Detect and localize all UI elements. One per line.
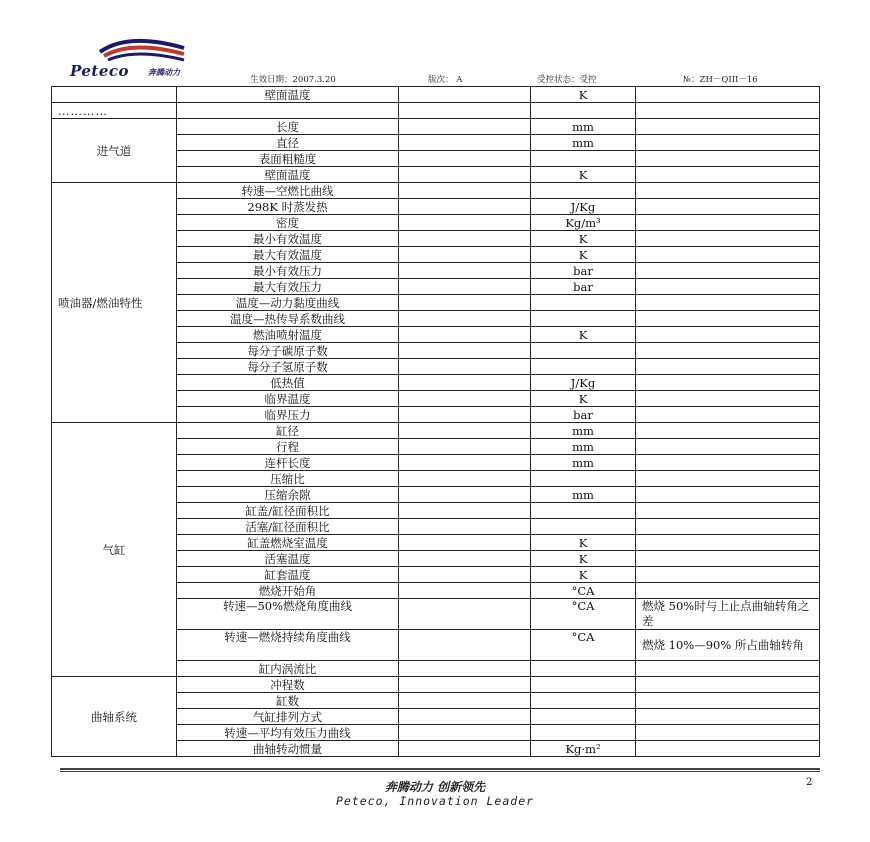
value-cell — [399, 183, 531, 199]
parameter-name-cell: 临界温度 — [177, 391, 399, 407]
note-cell — [636, 677, 820, 693]
value-cell — [399, 391, 531, 407]
unit-cell — [531, 661, 636, 677]
value-cell — [399, 135, 531, 151]
peteco-logo — [70, 34, 210, 80]
note-cell — [636, 423, 820, 439]
parameter-name-cell: 压缩余隙 — [177, 487, 399, 503]
unit-cell: bar — [531, 279, 636, 295]
value-cell — [399, 630, 531, 661]
unit-cell — [531, 103, 636, 119]
note-cell — [636, 567, 820, 583]
parameter-name-cell: 临界压力 — [177, 407, 399, 423]
note-cell — [636, 359, 820, 375]
parameter-name-cell: 长度 — [177, 119, 399, 135]
unit-cell — [531, 677, 636, 693]
category-cell: 喷油器/燃油特性 — [52, 183, 177, 423]
footer-rule — [60, 768, 820, 770]
note-cell — [636, 375, 820, 391]
unit-cell: J/Kg — [531, 375, 636, 391]
parameter-name-cell: 转速—50%燃烧角度曲线 — [177, 599, 399, 630]
value-cell — [399, 487, 531, 503]
value-cell — [399, 103, 531, 119]
unit-cell: mm — [531, 455, 636, 471]
note-cell — [636, 247, 820, 263]
unit-cell: K — [531, 327, 636, 343]
footer-slogan-cn: 奔腾动力 创新领先 — [384, 780, 486, 794]
category-cell: 气缸 — [52, 423, 177, 677]
value-cell — [399, 375, 531, 391]
unit-cell — [531, 311, 636, 327]
table-row — [52, 103, 820, 119]
unit-cell: K — [531, 231, 636, 247]
unit-cell — [531, 503, 636, 519]
parameter-name-cell: 最小有效压力 — [177, 263, 399, 279]
value-cell — [399, 519, 531, 535]
parameter-name-cell: 活塞/缸径面积比 — [177, 519, 399, 535]
unit-cell: bar — [531, 263, 636, 279]
unit-cell — [531, 693, 636, 709]
note-cell — [636, 311, 820, 327]
note-cell — [636, 693, 820, 709]
unit-cell: bar — [531, 407, 636, 423]
parameter-name-cell: 气缸排列方式 — [177, 709, 399, 725]
note-cell — [636, 199, 820, 215]
parameter-name-cell: 温度—热传导系数曲线 — [177, 311, 399, 327]
parameter-name-cell: 行程 — [177, 439, 399, 455]
category-cell: 曲轴系统 — [52, 677, 177, 757]
note-cell — [636, 343, 820, 359]
value-cell — [399, 311, 531, 327]
note-cell — [636, 263, 820, 279]
parameter-name-cell: 最大有效温度 — [177, 247, 399, 263]
value-cell — [399, 119, 531, 135]
parameter-name-cell: 低热值 — [177, 375, 399, 391]
logo-subtitle: 奔腾动力 — [148, 67, 180, 77]
document-number: №：ZH－QIII－16 — [683, 75, 758, 85]
unit-cell: mm — [531, 135, 636, 151]
note-cell — [636, 503, 820, 519]
parameter-name-cell: 直径 — [177, 135, 399, 151]
unit-cell: mm — [531, 119, 636, 135]
note-cell — [636, 583, 820, 599]
parameter-name-cell: 压缩比 — [177, 471, 399, 487]
category-cell: ………… — [52, 103, 177, 119]
note-cell: 燃烧 10%—90% 所占曲轴转角 — [636, 630, 820, 661]
unit-cell: K — [531, 87, 636, 103]
value-cell — [399, 327, 531, 343]
note-cell — [636, 725, 820, 741]
parameter-name-cell: 缸内涡流比 — [177, 661, 399, 677]
value-cell — [399, 279, 531, 295]
footer-rule — [60, 771, 820, 772]
parameter-name-cell: 298K 时蒸发热 — [177, 199, 399, 215]
note-cell — [636, 709, 820, 725]
unit-cell: mm — [531, 439, 636, 455]
unit-cell: Kg·m² — [531, 741, 636, 757]
parameter-name-cell: 转速—空燃比曲线 — [177, 183, 399, 199]
note-cell — [636, 551, 820, 567]
note-cell — [636, 167, 820, 183]
parameter-name-cell: 曲轴转动惯量 — [177, 741, 399, 757]
note-cell — [636, 391, 820, 407]
value-cell — [399, 535, 531, 551]
table-row — [52, 119, 820, 135]
value-cell — [399, 263, 531, 279]
parameter-name-cell: 每分子碳原子数 — [177, 343, 399, 359]
category-cell: 进气道 — [52, 119, 177, 183]
unit-cell: J/Kg — [531, 199, 636, 215]
unit-cell: K — [531, 567, 636, 583]
note-cell — [636, 87, 820, 103]
value-cell — [399, 439, 531, 455]
unit-cell: mm — [531, 487, 636, 503]
unit-cell — [531, 295, 636, 311]
table-row — [52, 423, 820, 439]
parameter-name-cell — [177, 103, 399, 119]
parameter-name-cell: 温度—动力黏度曲线 — [177, 295, 399, 311]
unit-cell: mm — [531, 423, 636, 439]
value-cell — [399, 455, 531, 471]
unit-cell — [531, 709, 636, 725]
parameter-name-cell: 缸数 — [177, 693, 399, 709]
value-cell — [399, 199, 531, 215]
parameter-name-cell: 最大有效压力 — [177, 279, 399, 295]
logo-text: Peteco — [70, 62, 130, 80]
note-cell — [636, 103, 820, 119]
unit-cell: K — [531, 551, 636, 567]
note-cell — [636, 439, 820, 455]
parameter-name-cell: 每分子氢原子数 — [177, 359, 399, 375]
table-row — [52, 87, 820, 103]
parameter-table — [51, 86, 820, 757]
value-cell — [399, 407, 531, 423]
value-cell — [399, 231, 531, 247]
value-cell — [399, 693, 531, 709]
note-cell — [636, 327, 820, 343]
parameter-name-cell: 最小有效温度 — [177, 231, 399, 247]
value-cell — [399, 709, 531, 725]
note-cell — [636, 661, 820, 677]
value-cell — [399, 741, 531, 757]
note-cell — [636, 135, 820, 151]
note-cell — [636, 151, 820, 167]
unit-cell: °CA — [531, 583, 636, 599]
note-cell — [636, 183, 820, 199]
parameter-name-cell: 转速—平均有效压力曲线 — [177, 725, 399, 741]
unit-cell — [531, 183, 636, 199]
value-cell — [399, 471, 531, 487]
value-cell — [399, 677, 531, 693]
value-cell — [399, 503, 531, 519]
effective-date: 生效日期：2007.3.20 — [250, 75, 336, 85]
parameter-name-cell: 转速—燃烧持续角度曲线 — [177, 630, 399, 661]
version: 版次： A — [428, 75, 463, 85]
unit-cell: Kg/m³ — [531, 215, 636, 231]
note-cell — [636, 279, 820, 295]
note-cell — [636, 119, 820, 135]
note-cell — [636, 231, 820, 247]
note-cell — [636, 295, 820, 311]
unit-cell: K — [531, 247, 636, 263]
parameter-name-cell: 缸套温度 — [177, 567, 399, 583]
unit-cell: K — [531, 391, 636, 407]
value-cell — [399, 359, 531, 375]
category-cell — [52, 87, 177, 103]
note-cell — [636, 535, 820, 551]
value-cell — [399, 583, 531, 599]
value-cell — [399, 343, 531, 359]
footer-slogan-en: Peteco, Innovation Leader — [335, 794, 535, 808]
note-cell — [636, 487, 820, 503]
parameter-name-cell: 燃烧开始角 — [177, 583, 399, 599]
note-cell — [636, 455, 820, 471]
parameter-name-cell: 活塞温度 — [177, 551, 399, 567]
unit-cell: °CA — [531, 599, 636, 630]
unit-cell — [531, 359, 636, 375]
value-cell — [399, 599, 531, 630]
unit-cell: °CA — [531, 630, 636, 661]
value-cell — [399, 295, 531, 311]
page-number: 2 — [806, 777, 813, 788]
value-cell — [399, 215, 531, 231]
value-cell — [399, 151, 531, 167]
value-cell — [399, 167, 531, 183]
note-cell — [636, 215, 820, 231]
parameter-name-cell: 壁面温度 — [177, 167, 399, 183]
table-row — [52, 183, 820, 199]
unit-cell — [531, 343, 636, 359]
unit-cell — [531, 151, 636, 167]
unit-cell — [531, 725, 636, 741]
value-cell — [399, 661, 531, 677]
value-cell — [399, 725, 531, 741]
table-row — [52, 677, 820, 693]
parameter-name-cell: 缸盖燃烧室温度 — [177, 535, 399, 551]
unit-cell: K — [531, 535, 636, 551]
value-cell — [399, 87, 531, 103]
value-cell — [399, 551, 531, 567]
note-cell — [636, 407, 820, 423]
parameter-name-cell: 燃油喷射温度 — [177, 327, 399, 343]
value-cell — [399, 247, 531, 263]
parameter-name-cell: 密度 — [177, 215, 399, 231]
note-cell — [636, 519, 820, 535]
note-cell — [636, 471, 820, 487]
parameter-name-cell: 壁面温度 — [177, 87, 399, 103]
parameter-name-cell: 表面粗糙度 — [177, 151, 399, 167]
parameter-name-cell: 冲程数 — [177, 677, 399, 693]
parameter-name-cell: 连杆长度 — [177, 455, 399, 471]
control-status: 受控状态：受控 — [537, 75, 597, 85]
value-cell — [399, 423, 531, 439]
note-cell: 燃烧 50%时与上止点曲轴转角之差 — [636, 599, 820, 630]
unit-cell — [531, 519, 636, 535]
unit-cell — [531, 471, 636, 487]
unit-cell: K — [531, 167, 636, 183]
parameter-name-cell: 缸径 — [177, 423, 399, 439]
value-cell — [399, 567, 531, 583]
parameter-name-cell: 缸盖/缸径面积比 — [177, 503, 399, 519]
note-cell — [636, 741, 820, 757]
